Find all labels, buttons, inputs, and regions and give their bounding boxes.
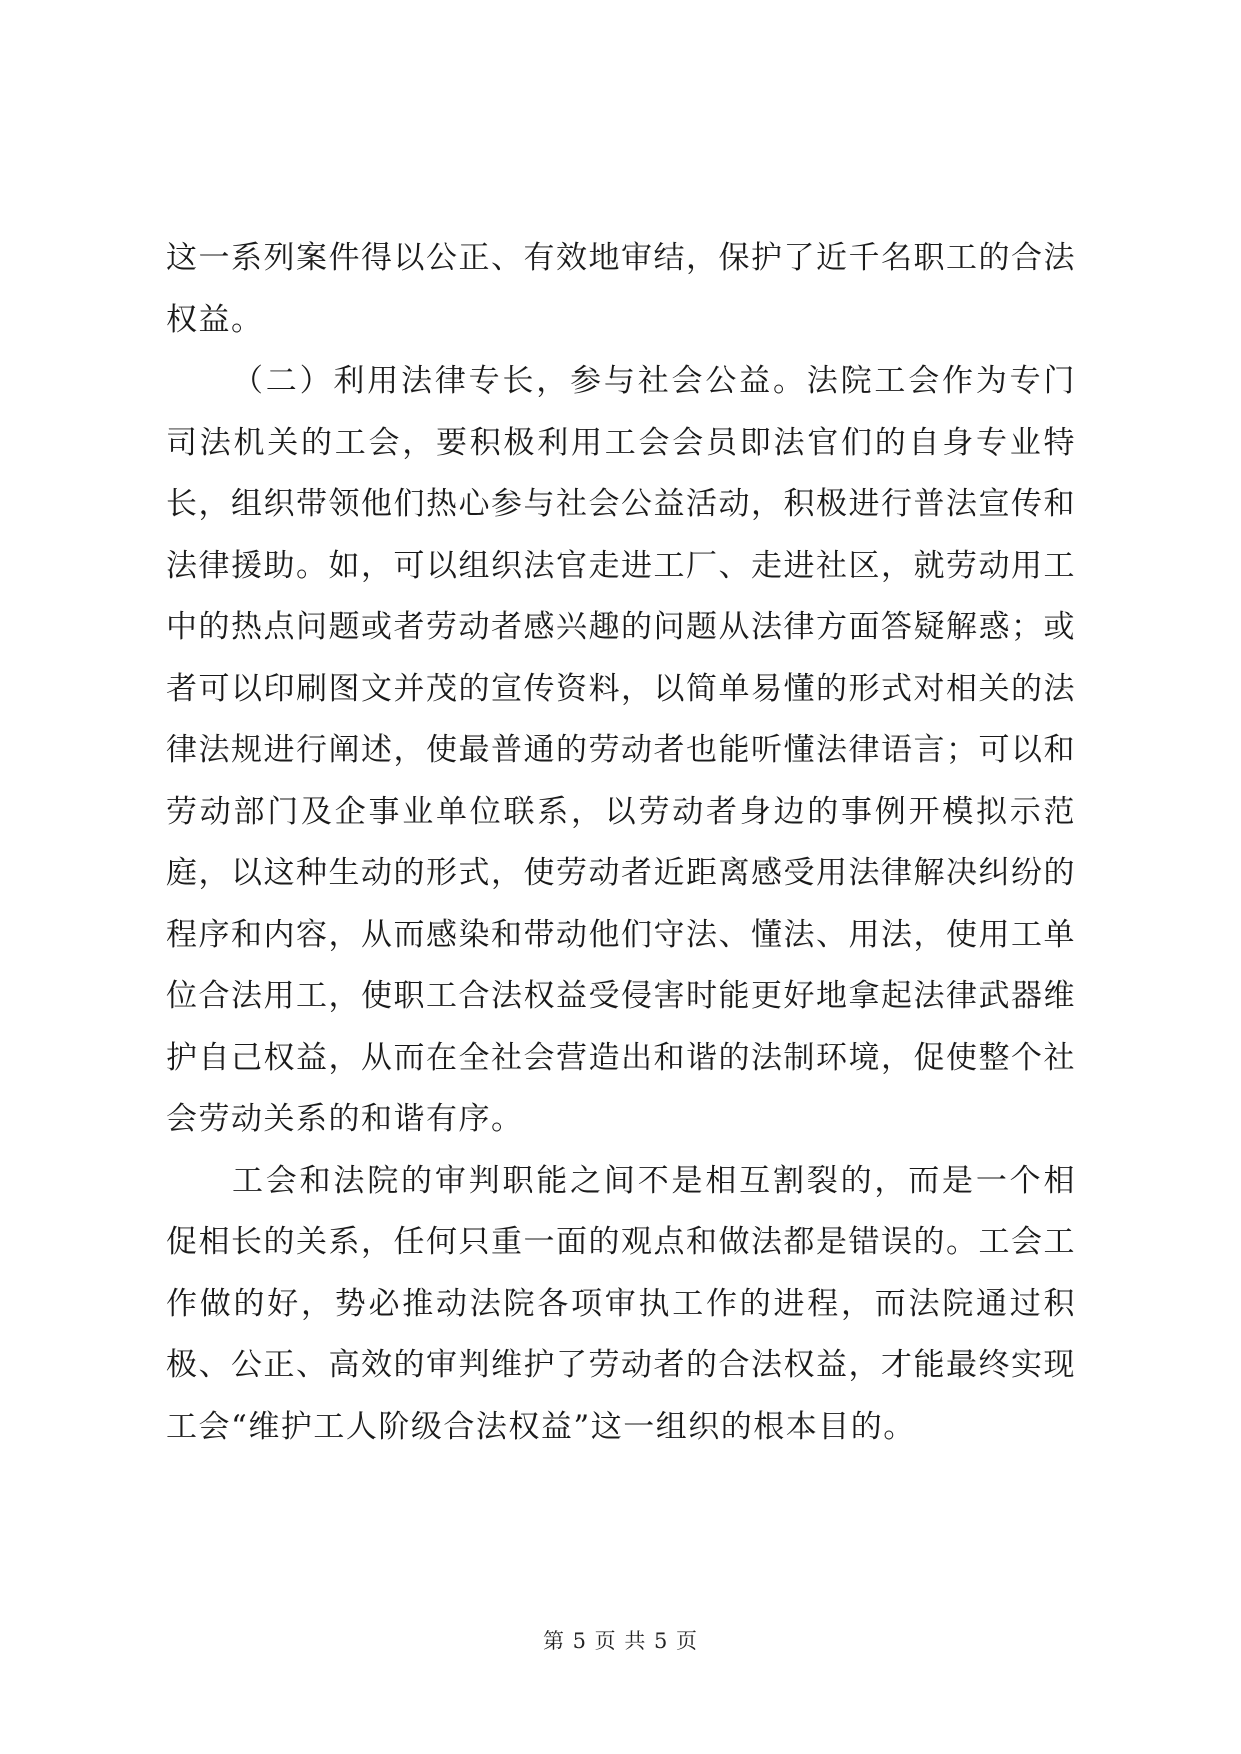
paragraph-continuation: 这一系列案件得以公正、有效地审结，保护了近千名职工的合法权益。 (166, 240, 1076, 338)
paragraph-conclusion: 工会和法院的审判职能之间不是相互割裂的，而是一个相促相长的关系，任何只重一面的观点和做法都是错误的。工会工作做的好，势必推动法院各项审执工作的进程，而法院通过积极、公正、高效的审判维护了劳动者的合法权益，才能最终实现工会“维护工人阶级合法权益”这一组织的根本目的。 (166, 1162, 1076, 1445)
document-body (166, 228, 1076, 1458)
paragraph-legal-expertise: （二）利用法律专长，参与社会公益。法院工会作为专门司法机关的工会，要积极利用工会会员即法官们的自身专业特长，组织带领他们热心参与社会公益活动，积极进行普法宣传和法律援助。如，可以组织法官走进工厂、走进社区，就劳动用工中的热点问题或者劳动者感兴趣的问题从法律方面答疑解惑；或者可以印刷图文并茂的宣传资料，以简单易懂的形式对相关的法律法规进行阐述，使最普通的劳动者也能听懂法律语言；可以和劳动部门及企事业单位联系，以劳动者身边的事例开模拟示范庭，以这种生动的形式，使劳动者近距离感受用法律解决纠纷的程序和内容，从而感染和带动他们守法、懂法、用法，使用工单位合法用工，使职工合法权益受侵害时能更好地拿起法律武器维护自己权益，从而在全社会营造出和谐的法制环境，促使整个社会劳动关系的和谐有序。 (166, 363, 1076, 1137)
page-footer: 第 5 页 共 5 页 (542, 1629, 699, 1653)
